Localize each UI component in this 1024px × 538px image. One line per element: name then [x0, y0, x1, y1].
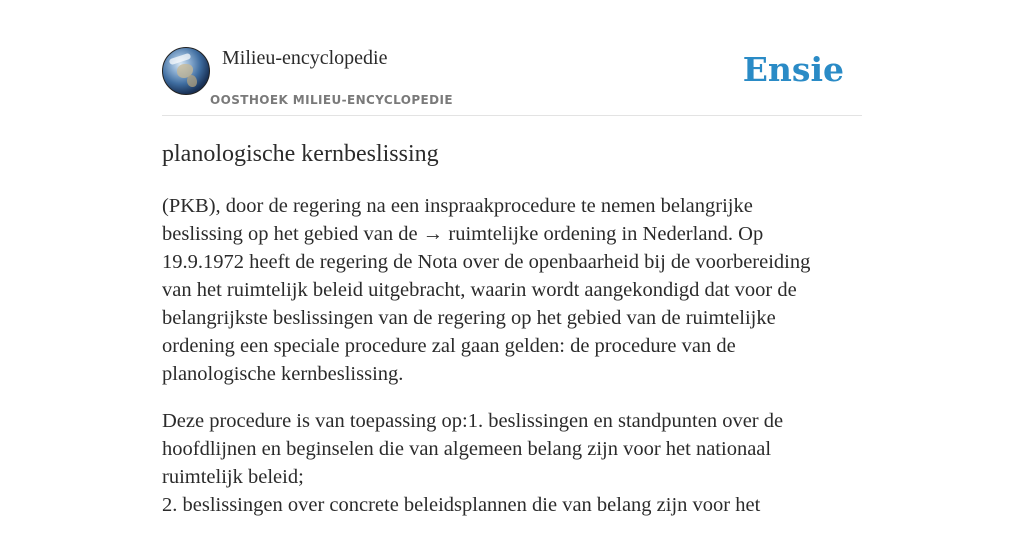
text-line: 19.9.1972 heeft de regering de Nota over de openbaarheid bij de voorbereiding — [162, 251, 811, 273]
text-line — [162, 220, 852, 248]
site-subtitle: OOSTHOEK MILIEU-ENCYCLOPEDIE — [210, 93, 453, 107]
earth-globe-avatar[interactable] — [162, 47, 210, 95]
cross-reference-link[interactable] — [423, 223, 617, 245]
entry-content — [162, 192, 852, 538]
text-line: planologische kernbeslissing. — [162, 363, 404, 385]
text-line: Deze procedure is van toepassing op:1. beslissingen en standpunten over de — [162, 410, 784, 432]
entry-title: planologische kernbeslissing — [162, 141, 439, 167]
header-divider — [162, 115, 862, 116]
text-line: ordening een speciale procedure zal gaan gelden: de procedure van de — [162, 335, 736, 357]
entry-paragraph — [162, 192, 852, 388]
landmass-shape — [187, 75, 197, 87]
text-line: (PKB), door de regering na een inspraakprocedure te nemen belangrijke — [162, 195, 753, 217]
ensie-logo-link[interactable]: Ensie — [742, 50, 844, 89]
site-title-link[interactable]: Milieu-encyclopedie — [222, 47, 388, 69]
site-header — [162, 46, 862, 116]
text-line: van het ruimtelijk beleid uitgebracht, waarin wordt aangekondigd dat voor de — [162, 279, 797, 301]
text-line: hoofdlijnen en beginselen die van algemeen belang zijn voor het nationaal — [162, 438, 772, 460]
text-fragment: in Nederland. Op — [616, 223, 764, 245]
entry-paragraph — [162, 407, 852, 519]
cross-reference-label: ruimtelijke ordening — [448, 223, 617, 245]
text-fragment: beslissing op het gebied van de — [162, 223, 423, 245]
text-line: 2. beslissingen over concrete beleidsplannen die van belang zijn voor het — [162, 494, 761, 516]
text-line: belangrijkste beslissingen van de regering op het gebied van de ruimtelijke — [162, 307, 776, 329]
arrow-right-icon: → — [422, 223, 444, 245]
text-line: ruimtelijk beleid; — [162, 466, 304, 488]
